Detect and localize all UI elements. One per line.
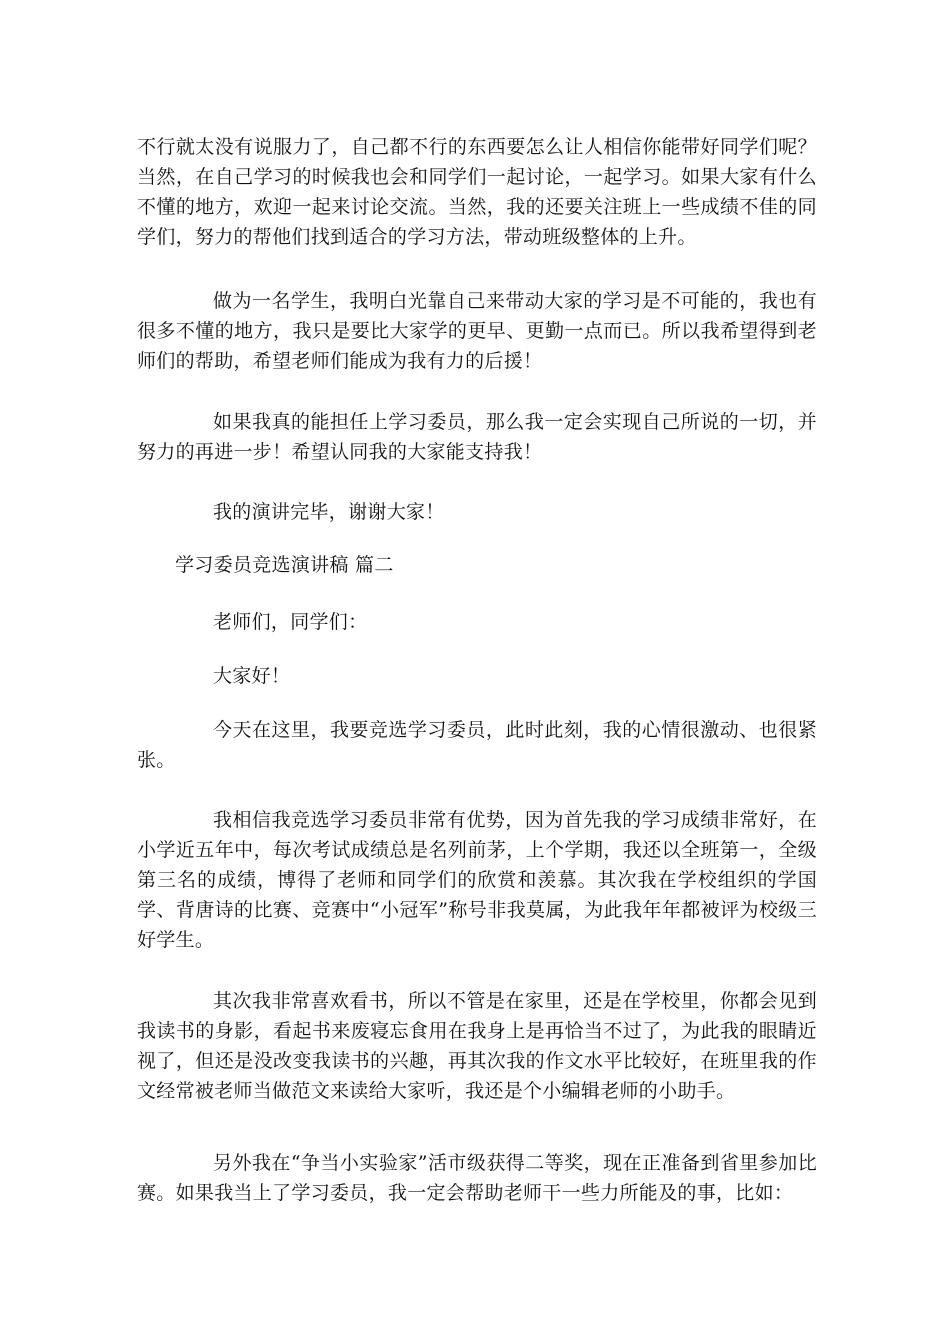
section-heading: 学习委员竞选演讲稿 篇二 bbox=[175, 554, 394, 576]
paragraph-intro: 今天在这里，我要竞选学习委员，此时此刻，我的心情很激动、也很紧张。 bbox=[137, 719, 817, 771]
paragraph-continuation: 不行就太没有说服力了，自己都不行的东西要怎么让人相信你能带好同学们呢？当然，在自己学习的时候我也会和同学们一起讨论，一起学习。如果大家有什么不懂的地方，欢迎一起来讨论交流。当然，我的还要关注班上一些成绩不佳的同学们，努力的帮他们找到适合的学习方法，带动班级整体的上升。 bbox=[137, 136, 817, 248]
paragraph-commitment: 如果我真的能担任上学习委员，那么我一定会实现自己所说的一切，并努力的再进一步！希望认同我的大家能支持我！ bbox=[137, 411, 817, 463]
salutation: 老师们，同学们： bbox=[213, 611, 368, 633]
paragraph-reading: 其次我非常喜欢看书，所以不管是在家里，还是在学校里，你都会见到我读书的身影，看起书来废寝忘食用在我身上是再恰当不过了，为此我的眼睛近视了，但还是没改变我读书的兴趣，再其次我的作文水平比较好，在班里我的作文经常被老师当做范文来读给大家听，我还是个小编辑老师的小助手。 bbox=[137, 990, 817, 1102]
greeting: 大家好！ bbox=[213, 665, 291, 687]
paragraph-advantages: 我相信我竞选学习委员非常有优势，因为首先我的学习成绩非常好，在小学近五年中，每次考试成绩总是名列前茅，上个学期，我还以全班第一，全级第三名的成绩，博得了老师和同学们的欣赏和羡慕。其次我在学校组织的学国学、背唐诗的比赛、竞赛中“小冠军”称号非我莫属，为此我年年都被评为校级三好学生。 bbox=[137, 809, 817, 951]
paragraph-seeking-help: 做为一名学生，我明白光靠自己来带动大家的学习是不可能的，我也有很多不懂的地方，我只是要比大家学的更早、更勤一点而已。所以我希望得到老师们的帮助，希望老师们能成为我有力的后援！ bbox=[137, 290, 817, 372]
paragraph-award: 另外我在“争当小实验家”活市级获得二等奖，现在正准备到省里参加比赛。如果我当上了学习委员，我一定会帮助老师干一些力所能及的事，比如： bbox=[137, 1152, 817, 1204]
paragraph-closing: 我的演讲完毕，谢谢大家！ bbox=[213, 501, 445, 523]
